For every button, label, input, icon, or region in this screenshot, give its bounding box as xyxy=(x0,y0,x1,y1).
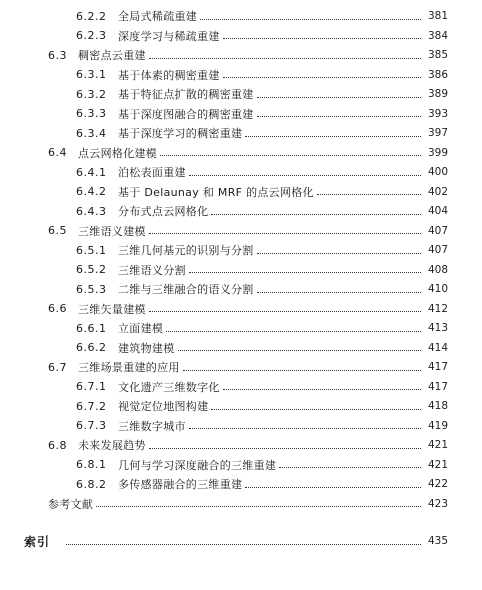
toc-entry-title: 多传感器融合的三维重建 xyxy=(118,478,243,491)
dot-leader xyxy=(245,487,421,488)
toc-entry-number: 6.5.3 xyxy=(76,282,107,296)
dot-leader xyxy=(245,136,421,137)
toc-entry-page: 435 xyxy=(427,535,448,547)
toc-entry[interactable] xyxy=(24,531,448,551)
toc-entry-page: 393 xyxy=(427,107,448,120)
toc-entry-number: 6.6 xyxy=(48,302,67,315)
toc-entry-page: 410 xyxy=(427,283,448,295)
toc-entry-title: 三维数字城市 xyxy=(118,419,186,433)
dot-leader xyxy=(149,311,421,312)
toc-entry-number: 6.3.1 xyxy=(76,68,107,81)
toc-entry-page: 384 xyxy=(427,29,448,42)
dot-leader xyxy=(317,194,421,195)
toc-entry[interactable] xyxy=(76,65,448,85)
toc-entry-title: 深度学习与稀疏重建 xyxy=(118,29,220,43)
dot-leader xyxy=(189,428,421,429)
toc-entry-page: 408 xyxy=(427,263,448,276)
dot-leader xyxy=(223,77,421,78)
toc-entry-number: 6.4.1 xyxy=(76,165,107,179)
dot-leader xyxy=(183,370,421,371)
toc-entry-title: 基于体素的稠密重建 xyxy=(118,68,220,82)
toc-entry-page: 381 xyxy=(427,10,448,22)
toc-entry-number: 6.8.1 xyxy=(76,458,107,471)
toc-entry-title: 基于深度图融合的稠密重建 xyxy=(118,107,254,121)
dot-leader xyxy=(96,506,421,507)
toc-entry-title: 视觉定位地图构建 xyxy=(118,400,209,413)
dot-leader xyxy=(189,272,421,273)
toc-entry-number: 6.5.1 xyxy=(76,243,107,257)
dot-leader xyxy=(178,350,422,351)
toc-entry-page: 423 xyxy=(427,497,448,510)
toc-entry-number: 6.2.3 xyxy=(76,29,107,42)
toc-entry[interactable] xyxy=(76,279,448,299)
toc-entry[interactable] xyxy=(76,240,448,260)
toc-entry-page: 413 xyxy=(427,322,448,334)
toc-entry-page: 418 xyxy=(427,400,448,412)
toc-entry-title: 稠密点云重建 xyxy=(78,49,146,62)
toc-entry-number: 6.6.1 xyxy=(76,321,107,335)
toc-entry[interactable] xyxy=(48,143,448,163)
dot-leader xyxy=(257,292,421,293)
toc-entry-number: 6.7.3 xyxy=(76,419,107,432)
toc-entry-title: 分布式点云网格化 xyxy=(118,205,209,218)
toc-entry[interactable] xyxy=(76,162,448,182)
toc-entry-title: 立面建模 xyxy=(118,322,164,335)
dot-leader xyxy=(160,155,421,156)
toc-entry[interactable] xyxy=(76,474,448,494)
toc-entry[interactable] xyxy=(76,396,448,416)
toc-entry-title: 二维与三维融合的语义分割 xyxy=(118,283,254,296)
toc-entry[interactable] xyxy=(48,435,448,455)
toc-entry-page: 386 xyxy=(427,68,448,81)
toc-entry[interactable] xyxy=(48,45,448,65)
dot-leader xyxy=(166,331,421,332)
toc-entry-title: 建筑物建模 xyxy=(118,341,175,355)
toc-entry-page: 419 xyxy=(427,419,448,432)
dot-leader xyxy=(66,544,421,545)
dot-leader xyxy=(223,38,421,39)
toc-entry-page: 414 xyxy=(427,341,448,354)
toc-entry[interactable] xyxy=(76,416,448,436)
dot-leader xyxy=(149,58,421,59)
toc-entry[interactable] xyxy=(76,260,448,280)
toc-entry-page: 417 xyxy=(427,361,448,373)
toc-entry[interactable] xyxy=(76,6,448,26)
toc-entry-page: 404 xyxy=(427,205,448,217)
toc-entry[interactable] xyxy=(76,377,448,397)
toc-entry-number: 6.6.2 xyxy=(76,341,107,354)
toc-entry[interactable] xyxy=(76,338,448,358)
dot-leader xyxy=(200,19,421,20)
toc-entry-page: 422 xyxy=(427,478,448,490)
toc-entry-number: 6.4.3 xyxy=(76,204,107,218)
toc-entry[interactable] xyxy=(76,123,448,143)
dot-leader xyxy=(211,409,421,410)
toc-entry-title: 三维矢量建模 xyxy=(78,302,146,316)
toc-entry[interactable] xyxy=(76,182,448,202)
toc-entry-title: 点云网格化建模 xyxy=(78,146,158,160)
toc-entry-number: 6.3.4 xyxy=(76,126,107,140)
dot-leader xyxy=(211,214,421,215)
dot-leader xyxy=(257,97,421,98)
toc-entry-page: 389 xyxy=(427,88,448,100)
toc-entry-number: 6.3.3 xyxy=(76,107,107,120)
dot-leader xyxy=(279,467,421,468)
toc-entry-number: 6.4.2 xyxy=(76,185,107,198)
toc-entry-page: 421 xyxy=(427,439,448,451)
toc-entry-title: 三维几何基元的识别与分割 xyxy=(118,244,254,257)
toc-entry-page: 399 xyxy=(427,146,448,159)
toc-entry-title: 基于特征点扩散的稠密重建 xyxy=(118,88,254,101)
toc-entry[interactable] xyxy=(76,104,448,124)
toc-entry-number: 6.3.2 xyxy=(76,87,107,101)
toc-entry-number: 6.7.1 xyxy=(76,380,107,393)
toc-entry[interactable] xyxy=(76,84,448,104)
toc-entry[interactable] xyxy=(76,201,448,221)
toc-entry-page: 400 xyxy=(427,166,448,178)
toc-entry-title: 文化遗产三维数字化 xyxy=(118,380,220,394)
toc-entry-title: 未来发展趋势 xyxy=(78,439,146,452)
toc-entry-title: 泊松表面重建 xyxy=(118,166,186,179)
toc-entry-number: 6.4 xyxy=(48,146,67,159)
toc-entry-page: 412 xyxy=(427,302,448,315)
toc-entry-page: 421 xyxy=(427,458,448,471)
toc-entry-number: 6.5.2 xyxy=(76,263,107,276)
toc-entry-number: 6.2.2 xyxy=(76,9,107,23)
toc-entry-title: 索引 xyxy=(24,534,51,549)
toc-entry-number: 6.7 xyxy=(48,360,67,374)
toc-entry-title: 基于 Delaunay 和 MRF 的点云网格化 xyxy=(118,185,314,199)
dot-leader xyxy=(149,448,421,449)
toc-entry-page: 402 xyxy=(427,185,448,198)
toc-entry[interactable] xyxy=(48,299,448,319)
toc-entry-number: 6.3 xyxy=(48,48,67,62)
dot-leader xyxy=(257,253,421,254)
toc-entry-title: 参考文献 xyxy=(48,497,94,511)
toc-entry-number: 6.8.2 xyxy=(76,477,107,491)
toc-entry[interactable] xyxy=(76,455,448,475)
toc-entry[interactable] xyxy=(48,221,448,241)
dot-leader xyxy=(223,389,421,390)
dot-leader xyxy=(257,116,421,117)
toc-entry-title: 三维场景重建的应用 xyxy=(78,361,180,374)
toc-entry-page: 397 xyxy=(427,127,448,139)
dot-leader xyxy=(189,175,421,176)
toc-entry[interactable] xyxy=(48,494,448,514)
toc-entry[interactable] xyxy=(76,26,448,46)
toc-entry[interactable] xyxy=(76,318,448,338)
toc-entry-page: 417 xyxy=(427,380,448,393)
dot-leader xyxy=(149,233,421,234)
toc-entry-number: 6.5 xyxy=(48,224,67,237)
toc-entry-title: 全局式稀疏重建 xyxy=(118,10,198,23)
toc-entry-number: 6.8 xyxy=(48,438,67,452)
toc-entry-page: 407 xyxy=(427,224,448,237)
toc-entry-number: 6.7.2 xyxy=(76,399,107,413)
toc-entry-page: 385 xyxy=(427,49,448,61)
toc-entry-title: 三维语义建模 xyxy=(78,224,146,238)
toc-entry[interactable] xyxy=(48,357,448,377)
toc-entry-title: 几何与学习深度融合的三维重建 xyxy=(118,458,277,472)
toc-entry-title: 三维语义分割 xyxy=(118,263,186,277)
toc-entry-title: 基于深度学习的稠密重建 xyxy=(118,127,243,140)
toc-entry-page: 407 xyxy=(427,244,448,256)
